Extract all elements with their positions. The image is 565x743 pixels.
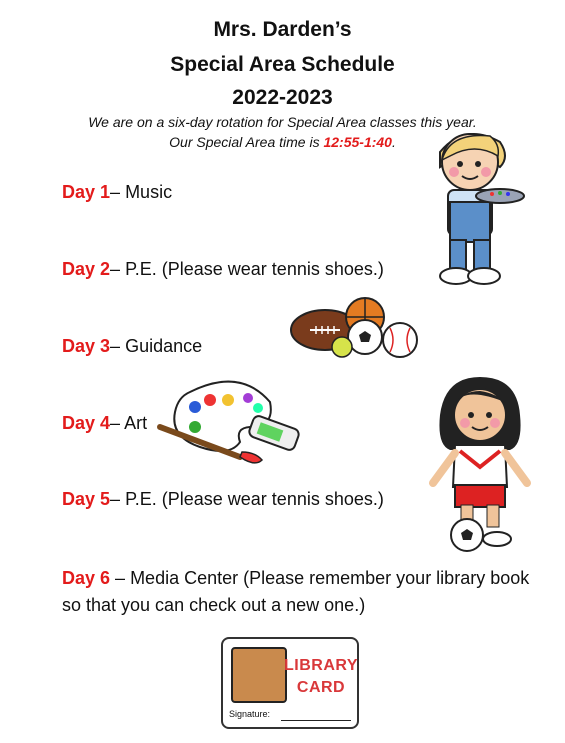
day-activity: P.E. (Please wear tennis shoes.) — [125, 259, 384, 279]
day-sep: – — [110, 413, 125, 433]
page-title: Special Area Schedule — [170, 53, 395, 76]
day-sep: – — [110, 259, 126, 279]
day-label: Day 5 — [62, 489, 111, 509]
library-card-signature-label: Signature: — [229, 709, 271, 719]
page-title-name: Mrs. Darden’s — [213, 18, 352, 41]
musician-boy-clipart-icon — [420, 122, 530, 292]
soccer-girl-clipart-icon — [425, 375, 535, 553]
day-activity: Guidance — [125, 336, 203, 356]
library-card-icon — [221, 637, 359, 729]
day-activity: Music — [125, 182, 173, 202]
day-label: Day 1 — [62, 182, 111, 202]
day-label: Day 4 — [62, 413, 111, 433]
schedule-day-6 — [62, 565, 532, 619]
intro-time-suffix: . — [391, 134, 396, 150]
library-card-face-icon — [231, 647, 287, 703]
intro-time-prefix: Our Special Area time is — [169, 134, 324, 150]
special-area-time: 12:55-1:40 — [323, 134, 392, 150]
paint-palette-clipart-icon — [150, 372, 310, 472]
day-sep: – — [110, 568, 131, 588]
day-label: Day 6 — [62, 568, 111, 588]
day-activity: Art — [124, 413, 148, 433]
day-label: Day 2 — [62, 259, 111, 279]
library-card-subtitle: CARD — [296, 679, 346, 696]
day-sep: – — [110, 489, 126, 509]
library-card-signature-line — [281, 720, 351, 721]
day-sep: – — [110, 182, 126, 202]
sports-balls-clipart-icon — [290, 295, 425, 360]
intro-line-rotation: We are on a six-day rotation for Special Area classes this year. — [88, 114, 477, 130]
day-sep: – — [110, 336, 126, 356]
day-activity: Media Center (Please remember your library book so that you can check out a new one.) — [62, 568, 530, 615]
page-title-year: 2022-2023 — [232, 86, 333, 109]
library-card-title: LIBRARY — [283, 657, 358, 674]
day-activity: P.E. (Please wear tennis shoes.) — [125, 489, 384, 509]
day-label: Day 3 — [62, 336, 111, 356]
